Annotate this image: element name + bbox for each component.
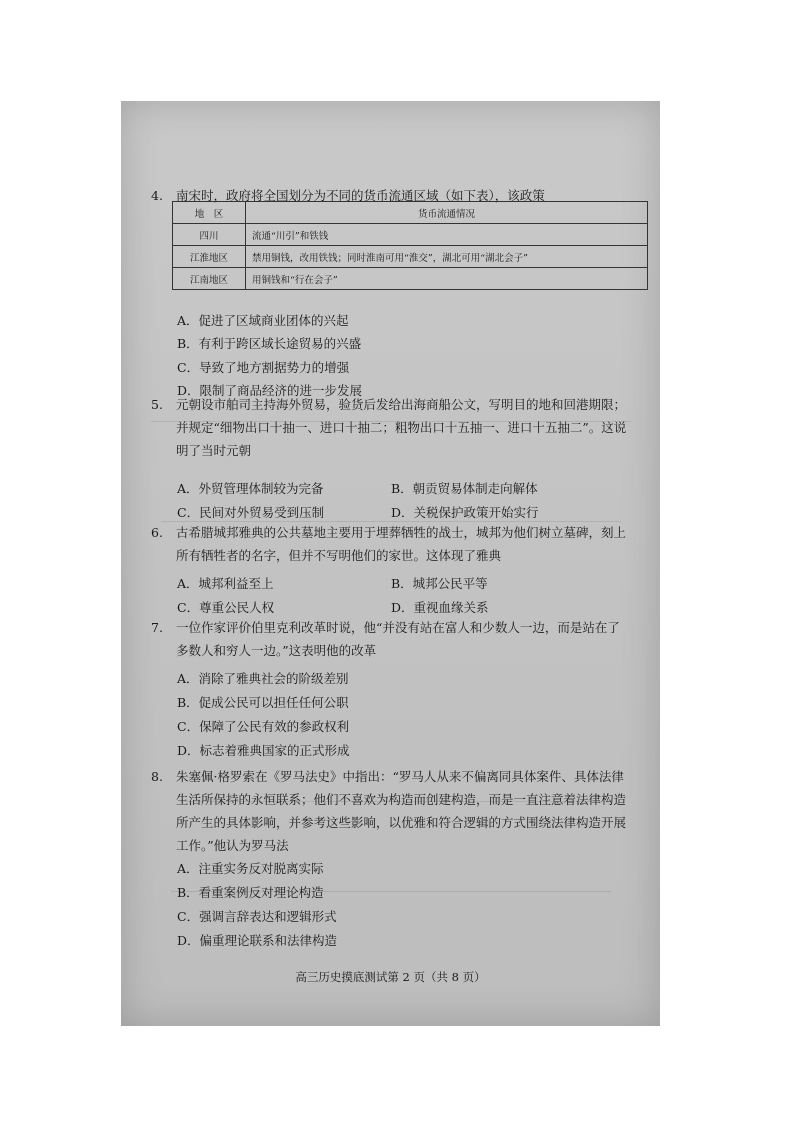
option-a: A．促进了区域商业团体的兴起 — [177, 313, 349, 328]
question-number: 7. — [151, 620, 163, 635]
question-number: 4. — [151, 188, 163, 203]
table-header: 地 区 — [173, 202, 246, 224]
question-number: 6. — [151, 525, 163, 540]
option-c: C．尊重公民人权 — [177, 600, 275, 615]
table-cell: 江淮地区 — [173, 246, 246, 268]
page-footer: 高三历史摸底测试第 2 页（共 8 页） — [295, 970, 486, 984]
option-c: C．保障了公民有效的参政权利 — [177, 719, 350, 734]
question-stem: 古希腊城邦雅典的公共墓地主要用于埋葬牺牲的战士，城邦为他们树立墓碑，刻上所有牺牲者的名字，但并不写明他们的家世。这体现了雅典 — [176, 525, 627, 563]
option-c: C．导致了地方割据势力的增强 — [177, 360, 350, 375]
option-a: A．消除了雅典社会的阶级差别 — [177, 671, 349, 686]
table-row — [173, 268, 648, 290]
table-row — [173, 246, 648, 268]
option-d: D．关税保护政策开始实行 — [391, 505, 539, 520]
option-c: C．强调言辞表达和逻辑形式 — [177, 909, 337, 924]
option-d: D．限制了商品经济的进一步发展 — [177, 383, 363, 398]
question-7 — [151, 616, 631, 662]
option-d: D．偏重理论联系和法律构造 — [177, 933, 338, 948]
table-cell: 流通“川引”和铁钱 — [246, 224, 648, 246]
question-5 — [151, 393, 631, 462]
option-b: B．城邦公民平等 — [391, 576, 488, 591]
option-a: A．城邦利益至上 — [177, 576, 274, 591]
question-6 — [151, 521, 631, 567]
table-cell: 江南地区 — [173, 268, 246, 290]
option-a: A．注重实务反对脱离实际 — [177, 861, 324, 876]
table-cell: 禁用铜钱，改用铁钱；同时淮南可用“淮交”，湖北可用“湖北会子” — [246, 246, 648, 268]
question-8 — [151, 765, 631, 857]
question-stem: 朱塞佩·格罗索在《罗马法史》中指出：“罗马人从来不偏离同具体案件、具体法律生活所保持的永恒联系；他们不喜欢为构造而创建构造，而是一直注意着法律构造所产生的具体影响，并参考这些影响，以优雅和符合逻辑的方式围绕法律构造开展工作。”他认为罗马法 — [176, 769, 627, 853]
option-c: C．民间对外贸易受到压制 — [177, 505, 325, 520]
option-b: B．朝贡贸易体制走向解体 — [391, 481, 538, 496]
table-row — [173, 224, 648, 246]
currency-region-table — [172, 201, 648, 290]
table-cell: 四川 — [173, 224, 246, 246]
question-stem: 南宋时，政府将全国划分为不同的货币流通区域（如下表），该政策 — [176, 188, 545, 203]
table-cell: 用铜钱和“行在会子” — [246, 268, 648, 290]
scanned-exam-page: 、 4. 南宋时，政府将全国划分为不同的货币流通区域（如下表），该政策 地 区 货币流通情况 四川 流通“川引”和铁钱 江淮地区 禁用铜钱，改用铁钱；同时淮南可用“淮交”，湖北可用“湖北会子” 江南地区 用铜钱和“行在会子” A．促进了区域商业团体的兴起 B．有利于跨区域长途贸易的兴盛 C．导致了地方割据势力的增强 D．限制了商品经济的进一步发展 5. 元朝设市舶司主持海外贸易，验货后发给出海商船公文，写明目的地和回港期限；并规定“细物出口十抽一、进口十抽二；粗物出口十五抽一、进口十五抽二”。这说明了当时元朝 A．外贸管理体制较为完备 B．朝贡贸易体制走向解体 C．民间对外贸易受到压制 D．关税保护政策开始实行 6. 古希腊城邦雅典的公共墓地主要用于埋葬牺牲的战士，城邦为他们树立墓碑，刻上所有牺牲者的名字，但并不写明他们的家世。这体现了雅典 A．城邦利益至上 B．城邦公民平等 C．尊重公民人权 D．重视血缘关系 7. 一位作家评价伯里克利改革时说，他“并没有站在富人和少数人一边，而是站在了多数人和穷人一边。”这表明他的改革 A．消除了雅典社会的阶级差别 B．促成公民可以担任任何公职 C．保障了公民有效的参政权利 D．标志着雅典国家的正式形成 8. 朱塞佩·格罗索在《罗马法史》中指出：“罗马人从来不偏离同具体案件、具体法律生活所保持的永恒联系；他们不喜欢为构造而创建构造，而是一直注意着法律构造所产生的具体影响，并参考这些影响，以优雅和符合逻辑的方式围绕法律构造开展工作。”他认为罗马法 A．注重实务反对脱离实际 B．看重案例反对理论构造 C．强调言辞表达和逻辑形式 D．偏重理论联系和法律构造 高三历史摸底测试第 2 页（共 8 页） — [121, 101, 660, 1026]
option-b: B．有利于跨区域长途贸易的兴盛 — [177, 336, 362, 351]
question-stem: 元朝设市舶司主持海外贸易，验货后发给出海商船公文，写明目的地和回港期限；并规定“细物出口十抽一、进口十抽二；粗物出口十五抽一、进口十五抽二”。这说明了当时元朝 — [176, 397, 627, 458]
option-d: D．重视血缘关系 — [391, 600, 489, 615]
table-header-row — [173, 202, 648, 224]
question-stem: 一位作家评价伯里克利改革时说，他“并没有站在富人和少数人一边，而是站在了多数人和穷人一边。”这表明他的改革 — [176, 620, 620, 658]
option-d: D．标志着雅典国家的正式形成 — [177, 743, 350, 758]
option-b: B．促成公民可以担任任何公职 — [177, 695, 349, 710]
option-b: B．看重案例反对理论构造 — [177, 885, 324, 900]
question-number: 5. — [151, 397, 163, 412]
question-number: 8. — [151, 769, 163, 784]
option-a: A．外贸管理体制较为完备 — [177, 481, 324, 496]
table-header: 货币流通情况 — [246, 202, 648, 224]
